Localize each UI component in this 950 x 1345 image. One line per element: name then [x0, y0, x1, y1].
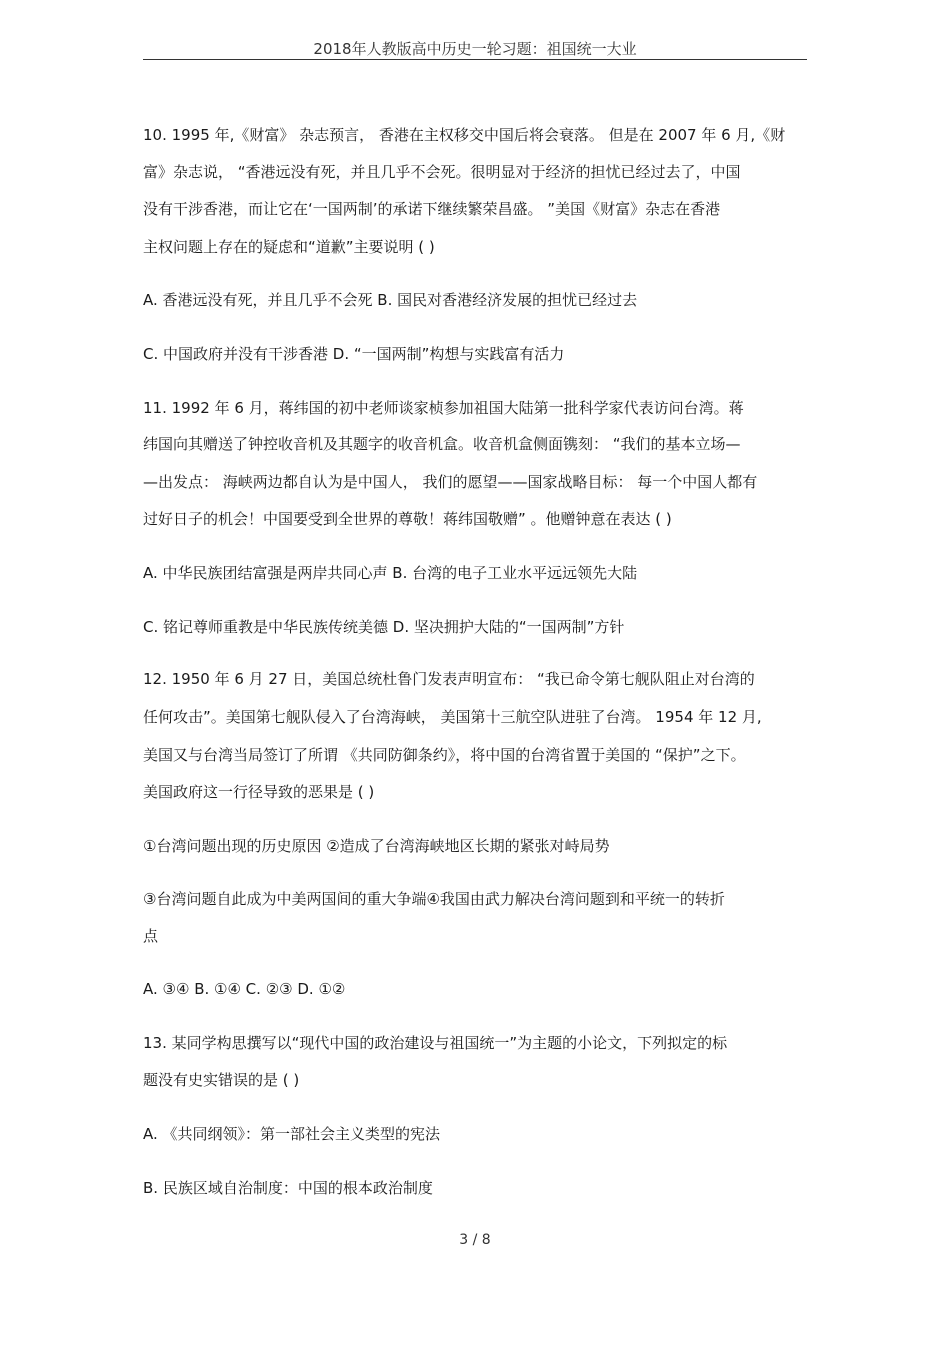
q12-line-2: 任何攻击”。美国第七舰队侵入了台湾海峡， 美国第十三航空队进驻了台湾。 1954 年 12 月, — [143, 708, 762, 726]
q11-line-4: 过好日子的机会！中国要受到全世界的尊敬！蒋纬国敬赠” 。他赠钟意在表达 ( ) — [143, 510, 672, 528]
header-divider — [143, 59, 807, 60]
q11-line-3: —出发点： 海峡两边都自认为是中国人， 我们的愿望——国家战略目标： 每一个中国人都有 — [143, 473, 758, 491]
q11-options-ab: A. 中华民族团结富强是两岸共同心声 B. 台湾的电子工业水平远远领先大陆 — [143, 564, 638, 582]
q12-items-3-4-cont: 点 — [143, 927, 159, 945]
q12-items-1-2: ①台湾问题出现的历史原因 ②造成了台湾海峡地区长期的紧张对峙局势 — [143, 837, 610, 855]
q13-option-b: B. 民族区域自治制度：中国的根本政治制度 — [143, 1179, 433, 1197]
q13-option-a: A. 《共同纲领》：第一部社会主义类型的宪法 — [143, 1125, 441, 1143]
q12-line-4: 美国政府这一行径导致的恶果是 ( ) — [143, 783, 375, 801]
q10-line-3: 没有干涉香港，而让它在‘一国两制’的承诺下继续繁荣昌盛。 ”美国《财富》杂志在香港 — [143, 200, 721, 218]
q12-line-1: 12. 1950 年 6 月 27 日，美国总统杜鲁门发表声明宣布： “我已命令第七舰队阻止对台湾的 — [143, 670, 755, 688]
q10-options-cd: C. 中国政府并没有干涉香港 D. “一国两制”构想与实践富有活力 — [143, 345, 565, 363]
q11-line-2: 纬国向其赠送了钟控收音机及其题字的收音机盒。收音机盒侧面镌刻： “我们的基本立场— — [143, 435, 741, 453]
q10-options-ab: A. 香港远没有死，并且几乎不会死 B. 国民对香港经济发展的担忧已经过去 — [143, 291, 638, 309]
q12-options: A. ③④ B. ①④ C. ②③ D. ①② — [143, 980, 346, 998]
q11-options-cd: C. 铭记尊师重教是中华民族传统美德 D. 坚决拥护大陆的“一国两制”方针 — [143, 618, 625, 636]
page-number: 3 / 8 — [459, 1232, 491, 1248]
q13-line-2: 题没有史实错误的是 ( ) — [143, 1071, 300, 1089]
q12-line-3: 美国又与台湾当局签订了所谓 《共同防御条约》，将中国的台湾省置于美国的 “保护”之下。 — [143, 746, 746, 764]
q10-line-1: 10. 1995 年,《财富》 杂志预言， 香港在主权移交中国后将会衰落。 但是在 2007 年 6 月,《财 — [143, 126, 786, 144]
q12-items-3-4: ③台湾问题自此成为中美两国间的重大争端④我国由武力解决台湾问题到和平统一的转折 — [143, 890, 725, 908]
q13-line-1: 13. 某同学构思撰写以“现代中国的政治建设与祖国统一”为主题的小论文，下列拟定的标 — [143, 1034, 728, 1052]
q11-line-1: 11. 1992 年 6 月，蒋纬国的初中老师谈家桢参加祖国大陆第一批科学家代表访问台湾。蒋 — [143, 399, 744, 417]
q10-line-2: 富》杂志说， “香港远没有死，并且几乎不会死。很明显对于经济的担忧已经过去了，中国 — [143, 163, 741, 181]
page-header-title: 2018年人教版高中历史一轮习题：祖国统一大业 — [313, 40, 637, 58]
q10-line-4: 主权问题上存在的疑虑和“道歉”主要说明 ( ) — [143, 238, 435, 256]
